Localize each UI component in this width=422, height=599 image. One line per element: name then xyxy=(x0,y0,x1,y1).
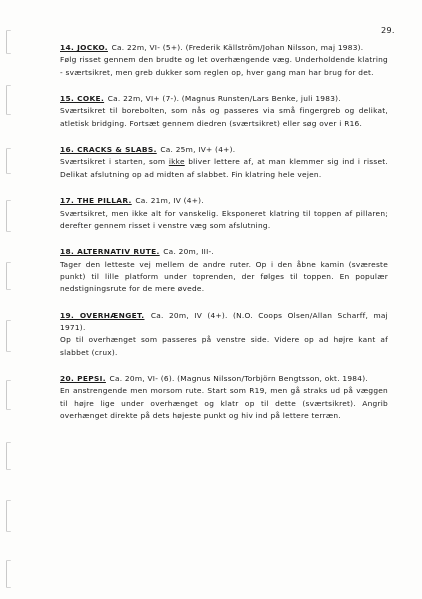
route-heading: 15. COKE. xyxy=(60,94,105,104)
binding-hole xyxy=(6,30,11,54)
binding-edge xyxy=(2,30,14,590)
route-heading: 20. PEPSI. xyxy=(60,374,106,384)
route-entry-16 xyxy=(60,144,388,181)
binding-hole xyxy=(6,560,11,588)
route-description: Sværtsikret, men ikke alt for vanskelig. Eksponeret klatring til toppen af pillaren; derefter gennem risset i venstre væg som afslutning. xyxy=(60,208,388,230)
route-entry-20 xyxy=(60,373,388,422)
binding-hole xyxy=(6,380,11,410)
route-entry-17 xyxy=(60,195,388,232)
binding-hole xyxy=(6,500,11,532)
route-meta: Ca. 20m, IV (4+). (N.O. Coops Olsen/Allan Scharff, maj 1971). xyxy=(60,310,388,332)
route-heading: 16. CRACKS & SLABS. xyxy=(60,145,157,155)
page-number: 29. xyxy=(381,25,395,35)
route-list xyxy=(60,42,388,436)
route-heading: 17. THE PILLAR. xyxy=(60,196,132,206)
route-meta: Ca. 25m, IV+ (4+). xyxy=(160,145,236,155)
route-entry-19 xyxy=(60,310,388,359)
binding-hole xyxy=(6,85,11,115)
binding-hole xyxy=(6,148,11,174)
route-meta: Ca. 22m, VI- (5+). (Frederik Källström/Johan Nilsson, maj 1983). xyxy=(111,43,364,52)
route-entry-14 xyxy=(60,42,388,79)
route-meta: Ca. 22m, VI+ (7-). (Magnus Runsten/Lars Benke, juli 1983). xyxy=(107,94,341,104)
route-heading: 14. JOCKO. xyxy=(60,43,108,52)
route-description: En anstrengende men morsom rute. Start som R19, men gå straks ud på væggen til højre lige under overhænget og klatr op til dette (sværtsikret). Angrib overhænget direkte på dets højeste punkt og hiv ind på lettere terræn. xyxy=(60,386,388,420)
emphasis-text: ikke xyxy=(168,157,185,167)
binding-hole xyxy=(6,262,11,290)
description-part: Sværtsikret i starten, som xyxy=(60,157,169,167)
route-description: Sværtsikret til borebolten, som nås og passeres via små fingergreb og delikat, atletisk bridging. Fortsæt gennem diedren (sværtsikret) eller søg over i R16. xyxy=(60,106,388,128)
route-description xyxy=(60,156,388,181)
route-meta: Ca. 21m, IV (4+). xyxy=(135,196,204,206)
binding-hole xyxy=(6,320,11,352)
route-heading: 18. ALTERNATIV RUTE. xyxy=(60,247,160,257)
route-meta: Ca. 20m, VI- (6). (Magnus Nilsson/Torbjörn Bengtsson, okt. 1984). xyxy=(109,374,368,384)
description-part: bliver lettere af, at man klemmer sig ind i risset. Delikat afslutning op ad midten af slabbet. Fin klatring hele vejen. xyxy=(60,157,388,179)
route-entry-15 xyxy=(60,93,388,130)
route-description: Tager den letteste vej mellem de andre ruter. Op i den åbne kamin (sværeste punkt) til lille platform under toprenden, der følges til toppen. En populær nedstigningsrute for de mere øvede. xyxy=(60,259,388,294)
route-heading: 19. OVERHÆNGET. xyxy=(60,310,145,320)
route-description: Følg risset gennem den brudte og let overhængende væg. Underholdende klatring - sværtsikret, men greb dukker som reglen op, hver gang man har brug for det. xyxy=(60,55,388,77)
route-entry-18 xyxy=(60,246,388,295)
binding-hole xyxy=(6,442,11,470)
route-meta: Ca. 20m, III-. xyxy=(163,247,215,257)
route-description: Op til overhænget som passeres på venstre side. Videre op ad højre kant af slabbet (crux). xyxy=(60,335,388,357)
binding-hole xyxy=(6,200,11,232)
